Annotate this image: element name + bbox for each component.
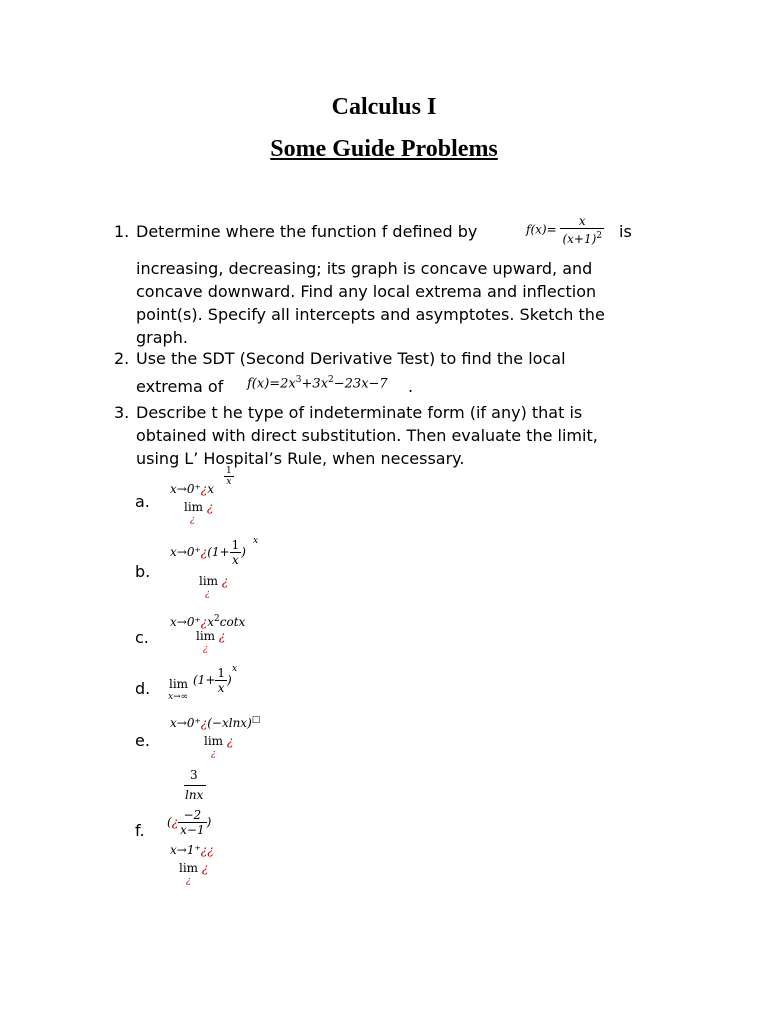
placeholder-glyph: ¿: [211, 749, 216, 759]
subpart-label: a.: [135, 492, 150, 511]
limit-under: x→∞: [168, 692, 189, 702]
subpart-label: d.: [135, 679, 151, 698]
function-formula: f(x)= $\frac{x}{(x+1)^2}$: [526, 214, 603, 246]
limit-upper: $x\to 0^+¿x^2\cot x$: [170, 614, 246, 629]
problem-text: is: [619, 222, 632, 241]
document-title: Calculus I: [331, 94, 437, 120]
problem-text: graph.: [136, 328, 188, 347]
problem-text: Determine where the function f defined by: [136, 222, 478, 241]
problem-text: point(s). Specify all intercepts and asymptotes. Sketch the: [136, 305, 605, 324]
problem-text: using L’ Hospital’s Rule, when necessary.: [136, 449, 465, 468]
problem-number: 3.: [114, 403, 130, 422]
limit-label: lim ¿: [184, 500, 214, 514]
problem-text: increasing, decreasing; its graph is concave upward, and: [136, 259, 593, 278]
exponent: x: [253, 536, 259, 546]
subpart-label: f.: [135, 821, 145, 840]
limit-expression: (¿ $\frac{-2}{x-1}$ ): [167, 808, 212, 837]
polynomial-formula: $f(x)=2x^3+3x^2-23x-7$: [247, 375, 388, 392]
limit-label: lim ¿: [199, 574, 229, 588]
limit-upper: x→0⁺¿(−xlnx)□: [170, 715, 261, 730]
fraction-denominator: lnx: [185, 788, 204, 802]
problem-text: extrema of: [136, 377, 224, 396]
problem-text: Describe t he type of indeterminate form (if any) that is: [136, 403, 583, 422]
placeholder-glyph: ¿: [190, 515, 195, 525]
document-subtitle: Some Guide Problems: [270, 136, 498, 162]
limit-label: lim ¿: [204, 734, 234, 748]
limit-expression: (1+ $\frac{1}{x}$ ): [193, 666, 232, 695]
subpart-label: c.: [135, 628, 149, 647]
placeholder-glyph: ¿: [205, 589, 210, 599]
fraction-bar: [184, 785, 206, 786]
limit-upper: x→1⁺¿¿: [170, 843, 214, 857]
problem-text: Use the SDT (Second Derivative Test) to find the local: [136, 349, 566, 368]
placeholder-glyph: ¿: [186, 876, 191, 886]
problem-text: concave downward. Find any local extrema and inflection: [136, 282, 597, 301]
problem-number: 1.: [114, 222, 130, 241]
exponent-fraction: $\frac{1}{x}$: [226, 466, 232, 487]
problem-text: .: [408, 377, 414, 396]
limit-label: lim: [169, 677, 189, 691]
limit-upper: x→0⁺¿x: [170, 482, 215, 496]
problem-number: 2.: [114, 349, 130, 368]
subpart-label: e.: [135, 731, 150, 750]
placeholder-glyph: ¿: [203, 644, 208, 654]
problem-text: obtained with direct substitution. Then evaluate the limit,: [136, 426, 598, 445]
exponent: x: [232, 664, 238, 674]
limit-label: lim ¿: [196, 629, 226, 643]
limit-upper: x→0⁺¿(1+ $\frac{1}{x}$ ): [170, 538, 246, 567]
limit-label: lim ¿: [179, 861, 209, 875]
fraction-numerator: 3: [190, 768, 198, 782]
subpart-label: b.: [135, 562, 151, 581]
